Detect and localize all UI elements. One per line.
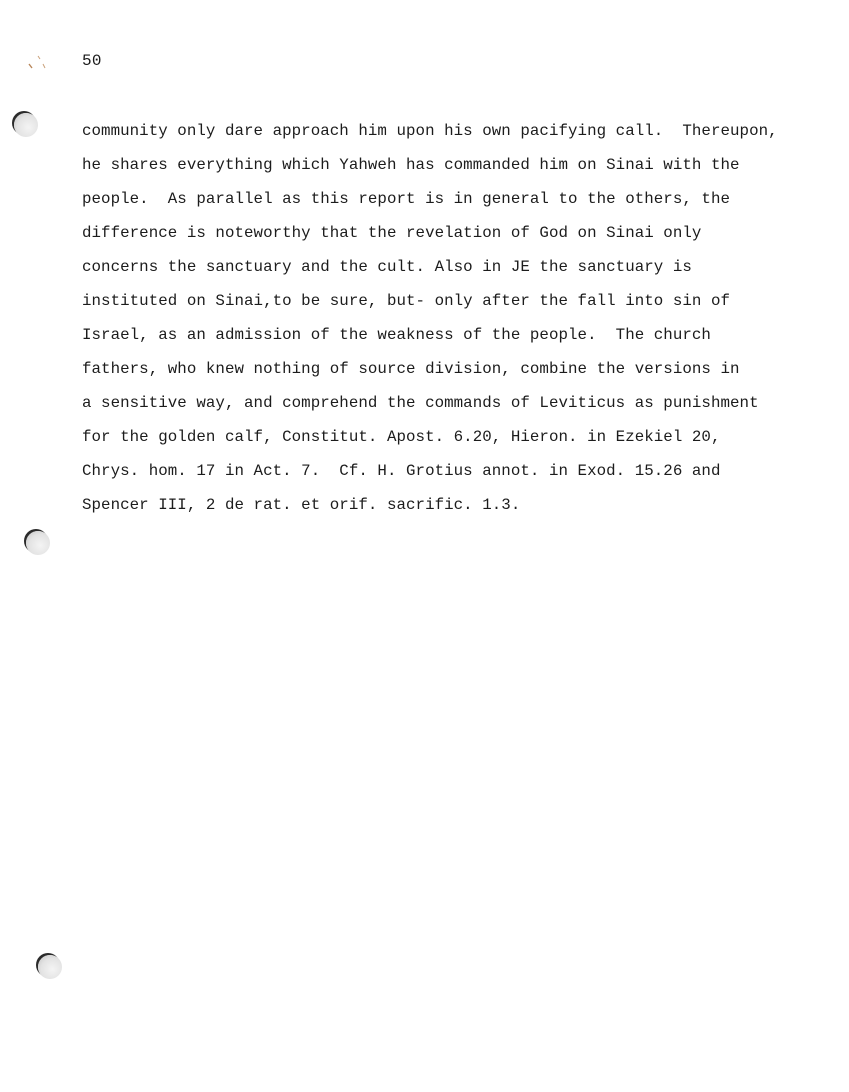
text-line: Israel, as an admission of the weakness of the people. The church — [82, 326, 711, 344]
ink-smudge-mark — [24, 50, 48, 72]
text-line: community only dare approach him upon his own pacifying call. Thereupon, — [82, 122, 778, 140]
text-line: for the golden calf, Constitut. Apost. 6.20, Hieron. in Ezekiel 20, — [82, 428, 721, 446]
text-line: difference is noteworthy that the revelation of God on Sinai only — [82, 224, 702, 242]
text-line: instituted on Sinai,to be sure, but- only after the fall into sin of — [82, 292, 731, 310]
text-line: fathers, who knew nothing of source division, combine the versions in — [82, 360, 740, 378]
punch-hole-bottom — [38, 955, 62, 979]
body-paragraph — [82, 118, 822, 526]
punch-hole-top — [14, 113, 38, 137]
text-line: a sensitive way, and comprehend the commands of Leviticus as punishment — [82, 394, 759, 412]
text-line: people. As parallel as this report is in general to the others, the — [82, 190, 731, 208]
text-line: Spencer III, 2 de rat. et orif. sacrific. 1.3. — [82, 496, 521, 514]
text-line: concerns the sanctuary and the cult. Also in JE the sanctuary is — [82, 258, 692, 276]
text-line: Chrys. hom. 17 in Act. 7. Cf. H. Grotius annot. in Exod. 15.26 and — [82, 462, 721, 480]
text-line: he shares everything which Yahweh has commanded him on Sinai with the — [82, 156, 740, 174]
page-number: 50 — [82, 52, 102, 70]
punch-hole-middle — [26, 531, 50, 555]
